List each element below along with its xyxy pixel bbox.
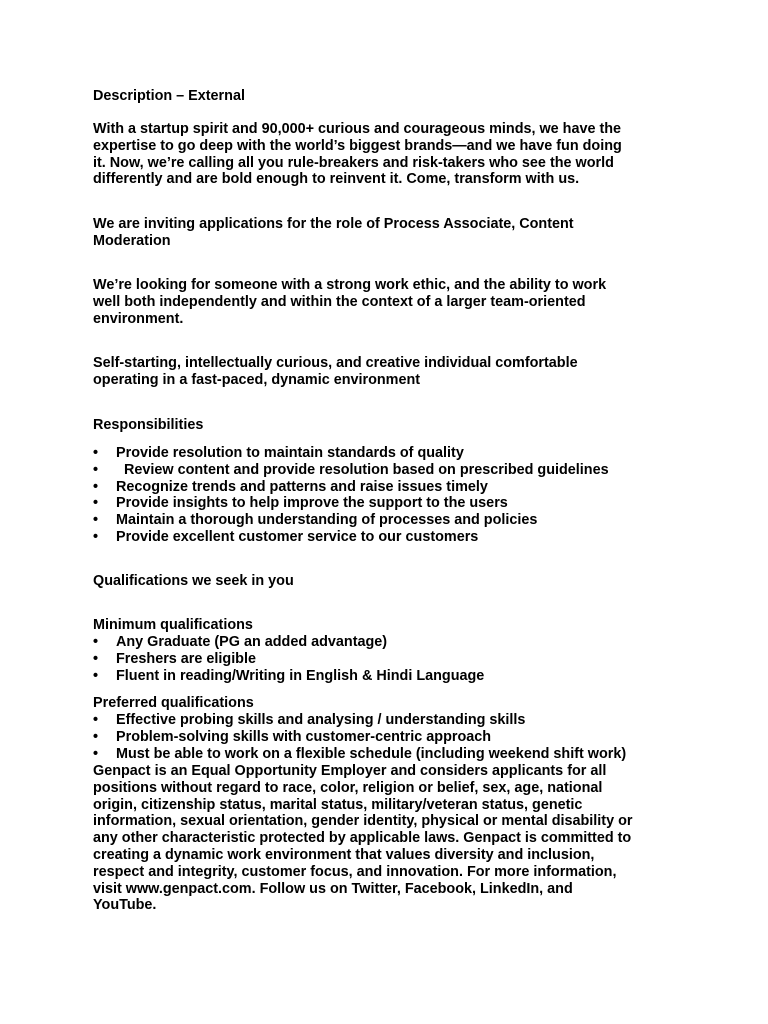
preferred-qualifications-heading: Preferred qualifications [93, 695, 254, 711]
work-ethic-paragraph [93, 277, 693, 327]
text-line: any other characteristic protected by applicable laws. Genpact is committed to [93, 830, 632, 847]
bullet-icon: • [93, 712, 99, 728]
bullet-icon: • [93, 495, 99, 512]
text-line: creating a dynamic work environment that values diversity and inclusion, [93, 846, 595, 863]
list-item: • Provide resolution to maintain standards of quality [93, 445, 464, 461]
text-line: respect and integrity, customer focus, and innovation. For more information, [93, 863, 617, 880]
bullet-icon: • [93, 745, 99, 762]
text-line: expertise to go deep with the world’s biggest brands—and we have fun doing [93, 137, 622, 154]
list-item: • Must be able to work on a flexible schedule (including weekend shift work) [93, 745, 627, 762]
text-line: information, sexual orientation, gender identity, physical or mental disability or [93, 813, 633, 830]
bullet-icon: • [93, 634, 99, 650]
text-line: YouTube. [93, 897, 157, 914]
list-item: • Any Graduate (PG an added advantage) [93, 634, 388, 650]
intro-paragraph [93, 121, 693, 188]
bullet-icon: • [93, 650, 99, 667]
text-line: Genpact is an Equal Opportunity Employer and considers applicants for all [93, 763, 607, 779]
text-line: Self-starting, intellectually curious, and creative individual comfortable [93, 355, 578, 371]
bullet-icon: • [93, 461, 99, 478]
bullet-icon: • [93, 512, 99, 529]
bullet-icon: • [93, 478, 99, 495]
list-item: • Provide insights to help improve the support to the users [93, 495, 508, 512]
bullet-icon: • [93, 728, 99, 745]
bullet-icon: • [93, 667, 99, 684]
text-line: differently and are bold enough to reinvent it. Come, transform with us. [93, 171, 580, 188]
text-line: it. Now, we’re calling all you rule-breakers and risk-takers who see the world [93, 154, 614, 171]
self-starting-paragraph [93, 355, 693, 389]
list-item: • Fluent in reading/Writing in English & Hindi Language [93, 667, 485, 684]
list-item: • Maintain a thorough understanding of processes and policies [93, 512, 538, 529]
list-item: • Provide excellent customer service to our customers [93, 528, 479, 545]
text-line: origin, citizenship status, marital status, military/veteran status, genetic [93, 796, 583, 813]
text-line: operating in a fast-paced, dynamic environment [93, 371, 421, 388]
list-item: • Recognize trends and patterns and raise issues timely [93, 478, 488, 495]
text-line: well both independently and within the context of a larger team-oriented [93, 293, 586, 310]
bullet-icon: • [93, 445, 99, 461]
list-item: • Freshers are eligible [93, 650, 256, 667]
text-line: visit www.genpact.com. Follow us on Twitter, Facebook, LinkedIn, and [93, 880, 573, 897]
qualifications-heading: Qualifications we seek in you [93, 573, 294, 589]
minimum-qualifications-list [93, 634, 693, 684]
list-item: • Review content and provide resolution based on prescribed guidelines [93, 461, 609, 478]
role-paragraph [93, 216, 693, 250]
description-heading: Description – External [93, 88, 245, 104]
equal-opportunity-paragraph [93, 763, 693, 914]
text-line: With a startup spirit and 90,000+ curious and courageous minds, we have the [93, 121, 622, 137]
bullet-icon: • [93, 528, 99, 545]
list-item: • Problem-solving skills with customer-centric approach [93, 728, 492, 745]
text-line: environment. [93, 310, 184, 327]
responsibilities-heading: Responsibilities [93, 417, 204, 433]
responsibilities-list [93, 445, 693, 546]
minimum-qualifications-heading: Minimum qualifications [93, 617, 253, 633]
preferred-qualifications-list [93, 712, 693, 762]
text-line: Moderation [93, 232, 171, 249]
text-line: We are inviting applications for the role of Process Associate, Content [93, 216, 574, 232]
text-line: positions without regard to race, color, religion or belief, sex, age, national [93, 779, 603, 796]
text-line: We’re looking for someone with a strong work ethic, and the ability to work [93, 277, 607, 293]
list-item: • Effective probing skills and analysing / understanding skills [93, 712, 526, 728]
